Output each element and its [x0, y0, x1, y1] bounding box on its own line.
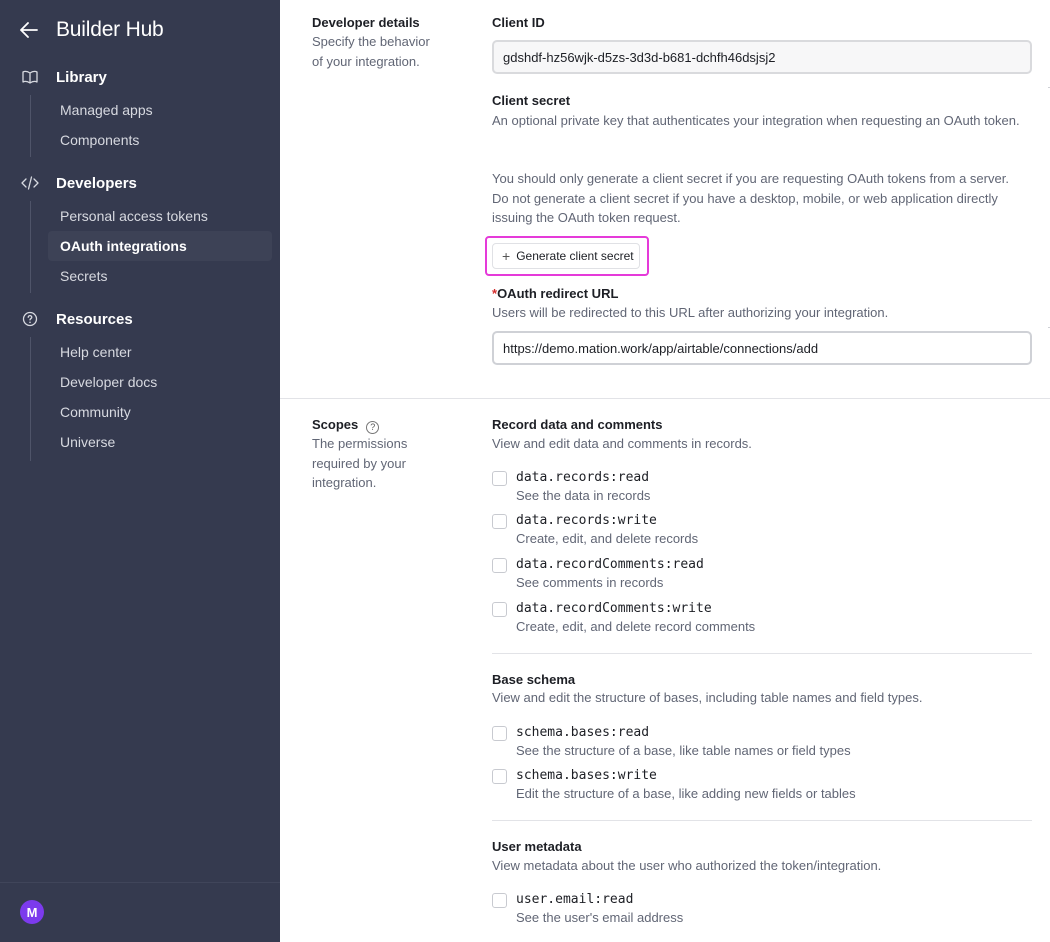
scope-checkbox[interactable]	[492, 769, 507, 784]
scope-checkbox[interactable]	[492, 558, 507, 573]
section-divider	[280, 398, 1050, 399]
sidebar-section-library	[0, 65, 280, 157]
redirect-url-field[interactable]	[492, 331, 1032, 365]
sidebar-item-personal-access-tokens[interactable]: Personal access tokens	[60, 208, 208, 224]
scopes-description: The permissions required by your integration.	[312, 436, 408, 490]
avatar[interactable]: M	[20, 900, 44, 924]
scope-description: See the structure of a base, like table names or field types	[516, 743, 851, 758]
sidebar-item-components[interactable]: Components	[60, 132, 140, 148]
generate-client-secret-button[interactable]	[492, 243, 640, 269]
scope-group-description: View and edit the structure of bases, including table names and field types.	[492, 690, 923, 705]
scope-name: schema.bases:write	[516, 768, 657, 783]
sidebar-section-library-head[interactable]	[0, 65, 280, 89]
scope-description: See the user's email address	[516, 910, 684, 925]
scopes-title	[312, 417, 379, 434]
sidebar-section-resources-head[interactable]	[0, 307, 280, 331]
group-divider	[492, 653, 1032, 654]
scope-group-title: Base schema	[492, 672, 576, 687]
sidebar-list-resources	[30, 337, 280, 461]
help-circle-icon	[21, 310, 39, 328]
sidebar-item-secrets[interactable]: Secrets	[60, 268, 108, 284]
group-divider	[492, 820, 1032, 821]
sidebar-section-label: Library	[56, 68, 107, 86]
scope-description: Create, edit, and delete record comments	[516, 619, 756, 634]
scope-name: data.records:read	[516, 470, 650, 485]
sidebar-footer	[0, 882, 280, 942]
scope-description: Edit the structure of a base, like adding new fields or tables	[516, 786, 856, 801]
back-arrow-icon[interactable]	[20, 18, 40, 42]
scope-name: data.recordComments:read	[516, 557, 704, 572]
sidebar-item-universe[interactable]: Universe	[60, 434, 116, 450]
scope-checkbox[interactable]	[492, 602, 507, 617]
code-icon	[21, 174, 39, 192]
client-id-field[interactable]	[492, 40, 1032, 74]
scope-checkbox[interactable]	[492, 893, 507, 908]
scope-group-description: View metadata about the user who authorized the token/integration.	[492, 858, 882, 873]
scope-checkbox[interactable]	[492, 471, 507, 486]
sidebar-item-developer-docs[interactable]: Developer docs	[60, 374, 158, 390]
scope-description: Create, edit, and delete records	[516, 531, 699, 546]
scope-name: schema.bases:read	[516, 725, 650, 740]
sidebar-section-label: Resources	[56, 310, 133, 328]
help-icon[interactable]: ?	[366, 421, 379, 434]
scope-group-description: View and edit data and comments in records.	[492, 436, 752, 451]
sidebar-section-developers	[0, 171, 280, 293]
scope-name: data.recordComments:write	[516, 601, 712, 616]
scope-checkbox[interactable]	[492, 726, 507, 741]
client-secret-description: An optional private key that authenticates your integration when requesting an OAuth token.	[492, 113, 1020, 128]
scope-description: See comments in records	[516, 575, 664, 590]
sidebar-list-developers	[30, 201, 280, 293]
required-mark: *	[492, 286, 498, 301]
sidebar	[0, 0, 280, 942]
scope-description: See the data in records	[516, 488, 651, 503]
client-secret-note: You should only generate a client secret if you are requesting OAuth tokens from a server. Do not generate a client secret if you have a desktop, mobile, or web application directly issuing the OAuth token request.	[492, 171, 1009, 225]
sidebar-section-resources	[0, 307, 280, 461]
scope-checkbox[interactable]	[492, 514, 507, 529]
scope-group-title: Record data and comments	[492, 417, 663, 432]
sidebar-section-label: Developers	[56, 174, 137, 192]
sidebar-header	[20, 18, 164, 42]
plus-icon: +	[502, 248, 511, 264]
redirect-url-label-text: OAuth redirect URL	[497, 286, 619, 301]
sidebar-section-developers-head[interactable]	[0, 171, 280, 195]
scope-name: data.records:write	[516, 513, 657, 528]
scope-group-title: User metadata	[492, 839, 582, 854]
main-content	[280, 0, 1050, 942]
client-secret-label: Client secret	[492, 93, 571, 108]
developer-details-title: Developer details	[312, 15, 420, 30]
developer-details-description: Specify the behavior of your integration.	[312, 34, 430, 69]
sidebar-list-library	[30, 95, 280, 157]
sidebar-item-help-center[interactable]: Help center	[60, 344, 132, 360]
redirect-url-description: Users will be redirected to this URL after authorizing your integration.	[492, 305, 889, 320]
redirect-url-label	[492, 286, 618, 301]
sidebar-item-community[interactable]: Community	[60, 404, 131, 420]
client-id-label: Client ID	[492, 15, 545, 30]
hub-title: Builder Hub	[56, 18, 164, 41]
scopes-title-text: Scopes	[312, 417, 359, 432]
sidebar-item-oauth-integrations[interactable]: OAuth integrations	[48, 231, 272, 261]
sidebar-item-managed-apps[interactable]: Managed apps	[60, 102, 153, 118]
book-icon	[21, 68, 39, 86]
scope-name: user.email:read	[516, 892, 634, 907]
generate-client-secret-label: Generate client secret	[516, 249, 634, 263]
